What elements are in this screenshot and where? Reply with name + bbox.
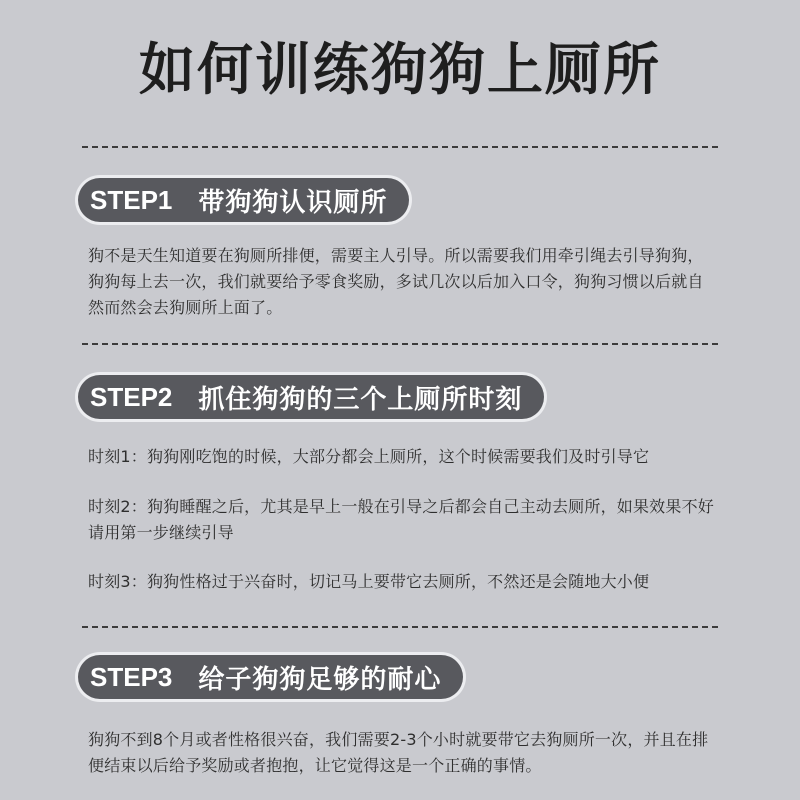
divider-3 <box>82 626 718 628</box>
divider-2 <box>82 343 718 345</box>
step3-number: STEP3 <box>90 661 173 692</box>
step2-paragraph-2: 时刻2：狗狗睡醒之后，尤其是早上一般在引导之后都会自己主动去厕所，如果效果不好请用第一步继续引导 <box>88 497 714 542</box>
step2-paragraph-3: 时刻3：狗狗性格过于兴奋时，切记马上要带它去厕所，不然还是会随地大小便 <box>88 572 650 591</box>
step3-badge <box>78 655 463 699</box>
divider-1 <box>82 146 718 148</box>
page-title: 如何训练狗狗上厕所 <box>139 38 661 103</box>
step1-paragraph: 狗不是天生知道要在狗厕所排便，需要主人引导。所以需要我们用牵引绳去引导狗狗，狗狗每上去一次，我们就要给予零食奖励，多试几次以后加入口令，狗狗习惯以后就自然而然会去狗厕所上面了。 <box>88 246 704 317</box>
step2-title: 抓住狗狗的三个上厕所时刻 <box>198 384 523 415</box>
step2-paragraph-1: 时刻1：狗狗刚吃饱的时候，大部分都会上厕所，这个时候需要我们及时引导它 <box>88 447 650 466</box>
step3-paragraph: 狗狗不到8个月或者性格很兴奋，我们需要2-3个小时就要带它去狗厕所一次，并且在排便结束以后给予奖励或者抱抱，让它觉得这是一个正确的事情。 <box>88 730 709 775</box>
step1-title: 带狗狗认识厕所 <box>198 187 388 218</box>
step1-number: STEP1 <box>90 184 173 215</box>
step1-badge <box>78 178 409 222</box>
step2-number: STEP2 <box>90 381 173 412</box>
step2-badge <box>78 375 544 419</box>
step3-title: 给子狗狗足够的耐心 <box>198 664 442 695</box>
